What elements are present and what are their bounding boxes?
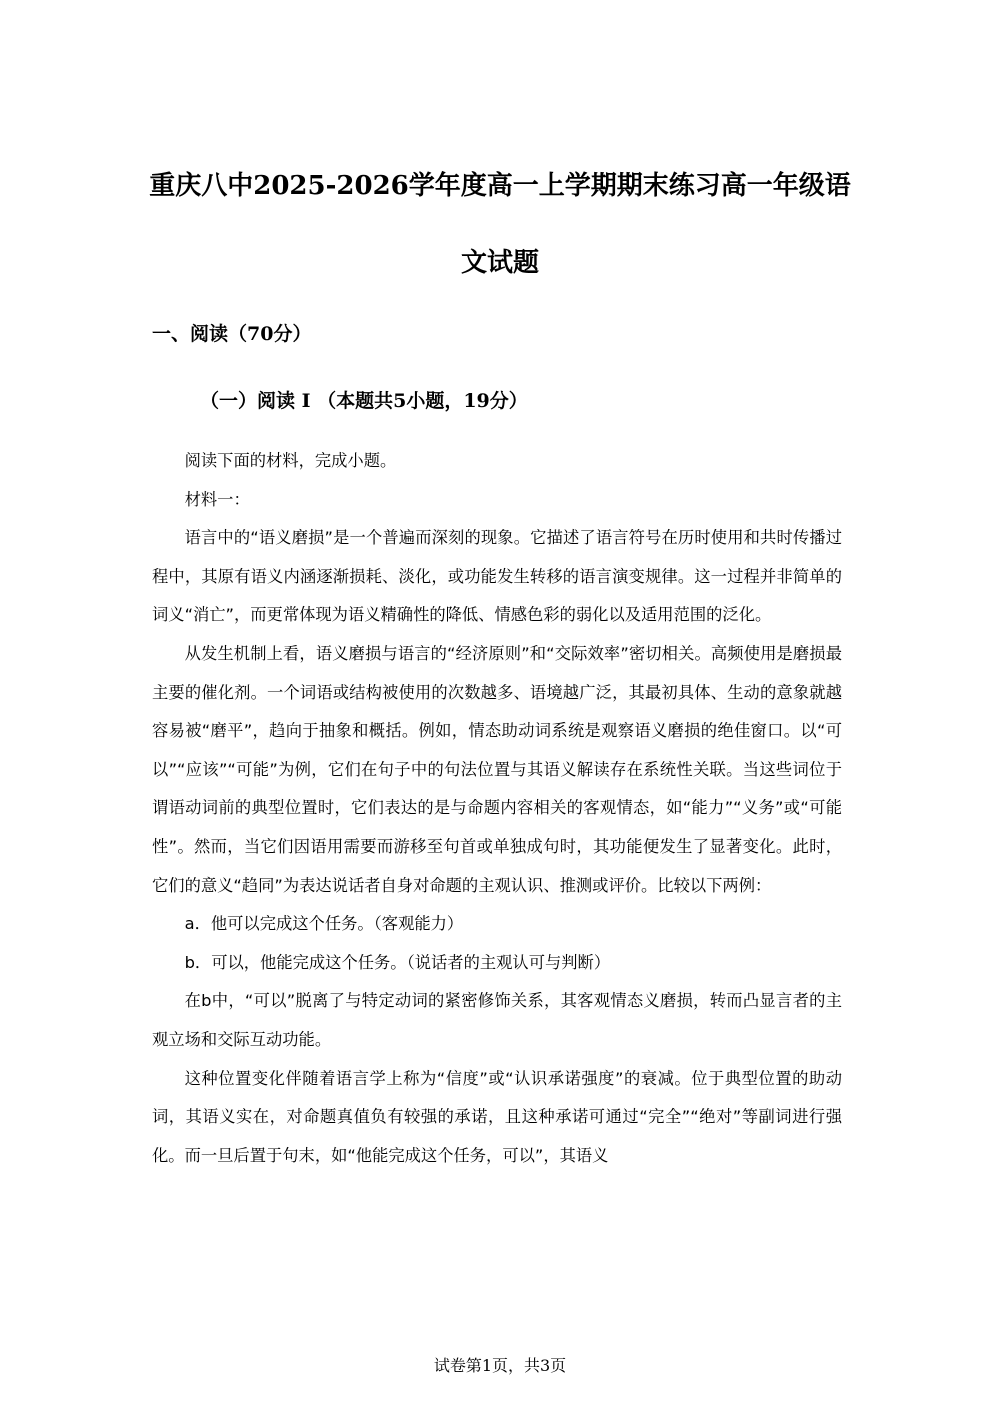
material-label: 材料一： [184, 489, 250, 509]
page-footer: 试卷第1页，共3页 [433, 1356, 567, 1375]
reading-passage [152, 442, 842, 1175]
section-heading: 一、阅读（70分） [152, 323, 312, 345]
example-b: b．可以，他能完成这个任务。（说话者的主观认可与判断） [184, 952, 611, 972]
example-a: a．他可以完成这个任务。（客观能力） [184, 914, 464, 934]
exam-title-line-2: 文试题 [460, 248, 539, 278]
exam-title-line-1: 重庆八中2025-2026学年度高一上学期期末练习高一年级语 [149, 171, 851, 201]
instruction-paragraph: 阅读下面的材料，完成小题。 [184, 451, 397, 470]
passage-paragraph-4: 这种位置变化伴随着语言学上称为“信度”或“认识承诺强度”的衰减。位于典型位置的助动词，其语义实在，对命题真值负有较强的承诺，且这种承诺可通过“完全”“绝对”等副词进行强化。而一旦后置于句末，如“他能完成这个任务，可以”，其语义 [152, 1068, 842, 1165]
passage-paragraph-2: 从发生机制上看，语义磨损与语言的“经济原则”和“交际效率”密切相关。高频使用是磨损最主要的催化剂。一个词语或结构被使用的次数越多、语境越广泛，其最初具体、生动的意象就越容易被“磨平”，趋向于抽象和概括。例如，情态助动词系统是观察语义磨损的绝佳窗口。以“可以”“应该”“可能”为例，它们在句子中的句法位置与其语义解读存在系统性关联。当这些词位于谓语动词前的典型位置时，它们表达的是与命题内容相关的客观情态，如“能力”“义务”或“可能性”。然而，当它们因语用需要而游移至句首或单独成句时，其功能便发生了显著变化。此时，它们的意义“趋同”为表达说话者自身对命题的主观认识、推测或评价。比较以下两例： [152, 643, 842, 895]
passage-paragraph-1: 语言中的“语义磨损”是一个普遍而深刻的现象。它描述了语言符号在历时使用和共时传播过程中，其原有语义内涵逐渐损耗、淡化，或功能发生转移的语言演变规律。这一过程并非简单的词义“消亡”，而更常体现为语义精确性的降低、情感色彩的弱化以及适用范围的泛化。 [152, 528, 842, 625]
sub-section-heading: （一）阅读 I （本题共5小题，19分） [200, 390, 528, 412]
passage-paragraph-3: 在b中，“可以”脱离了与特定动词的紧密修饰关系，其客观情态义磨损，转而凸显言者的主观立场和交际互动功能。 [152, 991, 842, 1049]
